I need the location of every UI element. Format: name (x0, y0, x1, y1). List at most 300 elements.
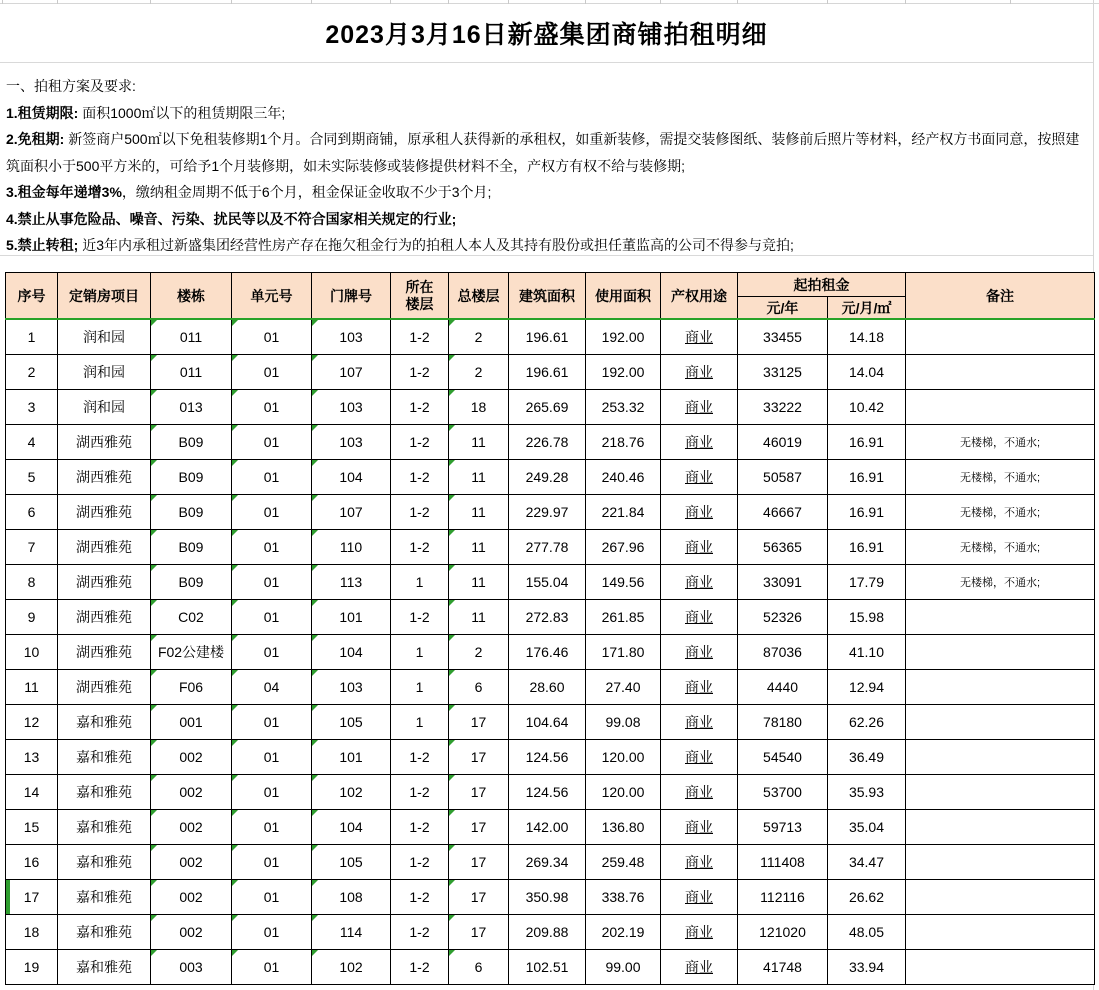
cell-use-area[interactable] (586, 634, 661, 669)
cell-build-area[interactable] (509, 389, 586, 424)
cell-use-area[interactable] (586, 809, 661, 844)
cell-usage[interactable] (661, 494, 738, 529)
cell-unit[interactable] (232, 319, 312, 354)
cell-rent-month-sqm[interactable] (828, 389, 906, 424)
header-door[interactable]: 门牌号 (312, 273, 391, 320)
cell-unit[interactable] (232, 424, 312, 459)
cell-text: 16.91 (848, 468, 885, 485)
cell-build-area[interactable] (509, 354, 586, 389)
cell-no[interactable] (6, 704, 58, 739)
cell-remark[interactable] (906, 774, 1095, 809)
cell-text: 1-2 (409, 958, 430, 975)
cell-floor[interactable] (391, 809, 449, 844)
cell-total-floors[interactable] (449, 319, 509, 354)
cell-floor[interactable] (391, 599, 449, 634)
cell-total-floors[interactable] (449, 389, 509, 424)
cell-no[interactable] (6, 879, 58, 914)
cell-remark[interactable] (906, 424, 1095, 459)
cell-rent-month-sqm[interactable] (828, 704, 906, 739)
cell-usage[interactable] (661, 669, 738, 704)
cell-use-area[interactable] (586, 669, 661, 704)
cell-building[interactable] (151, 669, 232, 704)
cell-use-area[interactable] (586, 354, 661, 389)
cell-no[interactable] (6, 739, 58, 774)
cell-text: 103 (339, 398, 363, 415)
cell-project[interactable] (58, 879, 151, 914)
error-indicator-icon (449, 740, 455, 746)
cell-project[interactable] (58, 949, 151, 984)
cell-building[interactable] (151, 844, 232, 879)
cell-project[interactable] (58, 914, 151, 949)
error-indicator-icon (151, 460, 157, 466)
cell-rent-month-sqm[interactable] (828, 564, 906, 599)
cell-text: 17 (470, 853, 487, 870)
error-indicator-icon (151, 670, 157, 676)
header-remark[interactable]: 备注 (906, 273, 1095, 320)
cell-door[interactable] (312, 949, 391, 984)
cell-floor[interactable] (391, 879, 449, 914)
cell-door[interactable] (312, 879, 391, 914)
cell-usage[interactable] (661, 424, 738, 459)
cell-floor[interactable] (391, 389, 449, 424)
cell-unit[interactable] (232, 459, 312, 494)
cell-use-area[interactable] (586, 774, 661, 809)
cell-usage[interactable] (661, 634, 738, 669)
cell-building[interactable] (151, 529, 232, 564)
cell-text: 嘉和雅苑 (76, 853, 132, 870)
cell-total-floors[interactable] (449, 844, 509, 879)
cell-floor[interactable] (391, 634, 449, 669)
cell-floor[interactable] (391, 669, 449, 704)
cell-door[interactable] (312, 739, 391, 774)
cell-usage[interactable] (661, 704, 738, 739)
cell-no[interactable] (6, 389, 58, 424)
cell-total-floors[interactable] (449, 494, 509, 529)
cell-building[interactable] (151, 949, 232, 984)
sheet-title: 2023月3月16日新盛集团商铺拍租明细 (0, 4, 1093, 63)
cell-door[interactable] (312, 634, 391, 669)
cell-total-floors[interactable] (449, 599, 509, 634)
cell-use-area[interactable] (586, 949, 661, 984)
cell-text: 17 (470, 748, 487, 765)
cell-rent-year[interactable] (738, 879, 828, 914)
cell-usage[interactable] (661, 354, 738, 389)
header-build-area[interactable]: 建筑面积 (509, 273, 586, 320)
cell-build-area[interactable] (509, 949, 586, 984)
cell-rent-year[interactable] (738, 529, 828, 564)
cell-building[interactable] (151, 389, 232, 424)
cell-text: 01 (263, 713, 280, 730)
cell-unit[interactable] (232, 914, 312, 949)
error-indicator-icon (151, 600, 157, 606)
cell-usage[interactable] (661, 319, 738, 354)
cell-use-area[interactable] (586, 459, 661, 494)
cell-no[interactable] (6, 914, 58, 949)
cell-unit[interactable] (232, 599, 312, 634)
cell-remark[interactable] (906, 459, 1095, 494)
cell-total-floors[interactable] (449, 704, 509, 739)
cell-text: 01 (263, 643, 280, 660)
cell-building[interactable] (151, 809, 232, 844)
cell-total-floors[interactable] (449, 774, 509, 809)
cell-no[interactable] (6, 564, 58, 599)
cell-rent-month-sqm[interactable] (828, 879, 906, 914)
cell-total-floors[interactable] (449, 424, 509, 459)
cell-remark[interactable] (906, 564, 1095, 599)
cell-text: 002 (179, 748, 203, 765)
cell-remark[interactable] (906, 529, 1095, 564)
cell-building[interactable] (151, 914, 232, 949)
cell-project[interactable] (58, 704, 151, 739)
cell-build-area[interactable] (509, 424, 586, 459)
cell-build-area[interactable] (509, 739, 586, 774)
cell-use-area[interactable] (586, 494, 661, 529)
cell-project[interactable] (58, 634, 151, 669)
cell-door[interactable] (312, 459, 391, 494)
cell-floor[interactable] (391, 319, 449, 354)
cell-rent-year[interactable] (738, 354, 828, 389)
cell-no[interactable] (6, 844, 58, 879)
cell-total-floors[interactable] (449, 354, 509, 389)
cell-text: 嘉和雅苑 (76, 783, 132, 800)
cell-text: 2 (474, 643, 483, 660)
cell-use-area[interactable] (586, 319, 661, 354)
cell-remark[interactable] (906, 669, 1095, 704)
error-indicator-icon (449, 810, 455, 816)
cell-text: 229.97 (525, 503, 569, 520)
cell-door[interactable] (312, 844, 391, 879)
cell-use-area[interactable] (586, 424, 661, 459)
cell-text: 商业 (685, 328, 713, 345)
cell-build-area[interactable] (509, 599, 586, 634)
cell-text: F06 (178, 678, 204, 695)
cell-rent-month-sqm[interactable] (828, 599, 906, 634)
cell-building[interactable] (151, 319, 232, 354)
cell-floor[interactable] (391, 354, 449, 389)
cell-unit[interactable] (232, 564, 312, 599)
cell-remark[interactable] (906, 949, 1095, 984)
cell-build-area[interactable] (509, 634, 586, 669)
cell-floor[interactable] (391, 494, 449, 529)
cell-door[interactable] (312, 774, 391, 809)
cell-build-area[interactable] (509, 529, 586, 564)
cell-text: 01 (263, 398, 280, 415)
header-use-area[interactable]: 使用面积 (586, 273, 661, 320)
cell-use-area[interactable] (586, 739, 661, 774)
cell-remark[interactable] (906, 704, 1095, 739)
cell-project[interactable] (58, 529, 151, 564)
cell-build-area[interactable] (509, 844, 586, 879)
header-usage[interactable]: 产权用途 (661, 273, 738, 320)
cell-no[interactable] (6, 459, 58, 494)
cell-unit[interactable] (232, 949, 312, 984)
error-indicator-icon (312, 845, 318, 851)
header-total-floors[interactable]: 总楼层 (449, 273, 509, 320)
cell-building[interactable] (151, 354, 232, 389)
cell-text: 27.40 (605, 678, 641, 695)
cell-rent-month-sqm[interactable] (828, 494, 906, 529)
cell-no[interactable] (6, 599, 58, 634)
cell-total-floors[interactable] (449, 914, 509, 949)
cell-use-area[interactable] (586, 704, 661, 739)
cell-floor[interactable] (391, 914, 449, 949)
error-indicator-icon (449, 775, 455, 781)
cell-unit[interactable] (232, 739, 312, 774)
error-indicator-icon (151, 565, 157, 571)
cell-floor[interactable] (391, 739, 449, 774)
cell-door[interactable] (312, 599, 391, 634)
cell-usage[interactable] (661, 844, 738, 879)
cell-project[interactable] (58, 354, 151, 389)
cell-rent-year[interactable] (738, 704, 828, 739)
cell-remark[interactable] (906, 844, 1095, 879)
cell-building[interactable] (151, 879, 232, 914)
error-indicator-icon (449, 355, 455, 361)
cell-rent-year[interactable] (738, 389, 828, 424)
cell-unit[interactable] (232, 809, 312, 844)
cell-building[interactable] (151, 704, 232, 739)
cell-door[interactable] (312, 354, 391, 389)
header-floor[interactable] (391, 273, 449, 320)
cell-total-floors[interactable] (449, 949, 509, 984)
cell-project[interactable] (58, 599, 151, 634)
cell-door[interactable] (312, 529, 391, 564)
cell-rent-year[interactable] (738, 424, 828, 459)
cell-building[interactable] (151, 424, 232, 459)
header-rent-year[interactable]: 元/年 (738, 297, 828, 320)
cell-rent-year[interactable] (738, 809, 828, 844)
cell-building[interactable] (151, 459, 232, 494)
cell-no[interactable] (6, 319, 58, 354)
cell-project[interactable] (58, 459, 151, 494)
cell-total-floors[interactable] (449, 564, 509, 599)
cell-no[interactable] (6, 424, 58, 459)
cell-usage[interactable] (661, 879, 738, 914)
cell-building[interactable] (151, 774, 232, 809)
cell-rent-year[interactable] (738, 739, 828, 774)
cell-build-area[interactable] (509, 704, 586, 739)
cell-no[interactable] (6, 634, 58, 669)
cell-build-area[interactable] (509, 914, 586, 949)
cell-text: 16.91 (848, 503, 885, 520)
cell-rent-year[interactable] (738, 774, 828, 809)
error-indicator-icon (151, 320, 157, 326)
cell-door[interactable] (312, 389, 391, 424)
cell-unit[interactable] (232, 529, 312, 564)
cell-rent-year[interactable] (738, 949, 828, 984)
cell-usage[interactable] (661, 564, 738, 599)
cell-remark[interactable] (906, 599, 1095, 634)
cell-usage[interactable] (661, 389, 738, 424)
cell-floor[interactable] (391, 424, 449, 459)
cell-total-floors[interactable] (449, 879, 509, 914)
cell-rent-month-sqm[interactable] (828, 319, 906, 354)
cell-remark[interactable] (906, 634, 1095, 669)
cell-no[interactable] (6, 809, 58, 844)
cell-remark[interactable] (906, 914, 1095, 949)
cell-building[interactable] (151, 564, 232, 599)
cell-floor[interactable] (391, 529, 449, 564)
cell-rent-year[interactable] (738, 599, 828, 634)
cell-build-area[interactable] (509, 774, 586, 809)
cell-usage[interactable] (661, 914, 738, 949)
cell-text: 003 (179, 958, 203, 975)
cell-use-area[interactable] (586, 879, 661, 914)
cell-rent-month-sqm[interactable] (828, 949, 906, 984)
cell-use-area[interactable] (586, 844, 661, 879)
cell-total-floors[interactable] (449, 669, 509, 704)
cell-project[interactable] (58, 389, 151, 424)
cell-no[interactable] (6, 774, 58, 809)
cell-text: 259.48 (601, 853, 645, 870)
cell-usage[interactable] (661, 459, 738, 494)
cell-floor[interactable] (391, 564, 449, 599)
header-rent-month-sqm[interactable]: 元/月/㎡ (828, 297, 906, 320)
cell-remark[interactable] (906, 494, 1095, 529)
cell-use-area[interactable] (586, 564, 661, 599)
cell-unit[interactable] (232, 879, 312, 914)
cell-use-area[interactable] (586, 529, 661, 564)
cell-rent-year[interactable] (738, 494, 828, 529)
cell-remark[interactable] (906, 319, 1095, 354)
cell-usage[interactable] (661, 809, 738, 844)
cell-use-area[interactable] (586, 599, 661, 634)
cell-total-floors[interactable] (449, 739, 509, 774)
cell-rent-year[interactable] (738, 564, 828, 599)
cell-rent-year[interactable] (738, 634, 828, 669)
cell-rent-month-sqm[interactable] (828, 424, 906, 459)
cell-build-area[interactable] (509, 564, 586, 599)
cell-door[interactable] (312, 809, 391, 844)
header-unit[interactable]: 单元号 (232, 273, 312, 320)
cell-project[interactable] (58, 844, 151, 879)
cell-build-area[interactable] (509, 669, 586, 704)
cell-remark[interactable] (906, 389, 1095, 424)
cell-rent-year[interactable] (738, 669, 828, 704)
cell-use-area[interactable] (586, 389, 661, 424)
cell-building[interactable] (151, 494, 232, 529)
cell-rent-month-sqm[interactable] (828, 809, 906, 844)
cell-no[interactable] (6, 529, 58, 564)
cell-unit[interactable] (232, 704, 312, 739)
cell-no[interactable] (6, 494, 58, 529)
cell-rent-month-sqm[interactable] (828, 634, 906, 669)
cell-building[interactable] (151, 599, 232, 634)
cell-remark[interactable] (906, 809, 1095, 844)
cell-usage[interactable] (661, 774, 738, 809)
cell-rent-year[interactable] (738, 459, 828, 494)
cell-unit[interactable] (232, 774, 312, 809)
cell-remark[interactable] (906, 354, 1095, 389)
cell-door[interactable] (312, 424, 391, 459)
cell-build-area[interactable] (509, 879, 586, 914)
cell-rent-month-sqm[interactable] (828, 844, 906, 879)
cell-project[interactable] (58, 424, 151, 459)
cell-door[interactable] (312, 494, 391, 529)
cell-project[interactable] (58, 739, 151, 774)
cell-total-floors[interactable] (449, 809, 509, 844)
cell-rent-month-sqm[interactable] (828, 669, 906, 704)
cell-text: 嘉和雅苑 (76, 748, 132, 765)
cell-project[interactable] (58, 669, 151, 704)
header-rent-group[interactable]: 起拍租金 (738, 273, 906, 297)
cell-no[interactable] (6, 949, 58, 984)
cell-rent-month-sqm[interactable] (828, 774, 906, 809)
error-indicator-icon (312, 600, 318, 606)
error-indicator-icon (151, 425, 157, 431)
cell-rent-month-sqm[interactable] (828, 354, 906, 389)
cell-floor[interactable] (391, 704, 449, 739)
cell-no[interactable] (6, 669, 58, 704)
cell-text: 01 (263, 923, 280, 940)
cell-unit[interactable] (232, 494, 312, 529)
cell-remark[interactable] (906, 739, 1095, 774)
cell-unit[interactable] (232, 354, 312, 389)
cell-floor[interactable] (391, 774, 449, 809)
cell-door[interactable] (312, 669, 391, 704)
cell-build-area[interactable] (509, 494, 586, 529)
cell-floor[interactable] (391, 459, 449, 494)
cell-total-floors[interactable] (449, 634, 509, 669)
header-project[interactable]: 定销房项目 (58, 273, 151, 320)
cell-door[interactable] (312, 704, 391, 739)
cell-build-area[interactable] (509, 319, 586, 354)
cell-rent-year[interactable] (738, 844, 828, 879)
cell-rent-month-sqm[interactable] (828, 739, 906, 774)
cell-usage[interactable] (661, 599, 738, 634)
header-building[interactable]: 楼栋 (151, 273, 232, 320)
cell-rent-year[interactable] (738, 319, 828, 354)
cell-rent-month-sqm[interactable] (828, 529, 906, 564)
cell-rent-month-sqm[interactable] (828, 914, 906, 949)
cell-building[interactable] (151, 739, 232, 774)
cell-door[interactable] (312, 914, 391, 949)
cell-build-area[interactable] (509, 459, 586, 494)
cell-unit[interactable] (232, 389, 312, 424)
cell-project[interactable] (58, 564, 151, 599)
cell-use-area[interactable] (586, 914, 661, 949)
header-no[interactable]: 序号 (6, 273, 58, 320)
cell-total-floors[interactable] (449, 529, 509, 564)
cell-floor[interactable] (391, 949, 449, 984)
cell-floor[interactable] (391, 844, 449, 879)
cell-text: 1 (415, 573, 424, 590)
cell-text: 商业 (685, 818, 713, 835)
cell-door[interactable] (312, 319, 391, 354)
cell-unit[interactable] (232, 669, 312, 704)
cell-project[interactable] (58, 809, 151, 844)
cell-remark[interactable] (906, 879, 1095, 914)
cell-building[interactable] (151, 634, 232, 669)
cell-rent-month-sqm[interactable] (828, 459, 906, 494)
cell-usage[interactable] (661, 949, 738, 984)
cell-no[interactable] (6, 354, 58, 389)
cell-unit[interactable] (232, 844, 312, 879)
cell-project[interactable] (58, 319, 151, 354)
cell-usage[interactable] (661, 529, 738, 564)
cell-total-floors[interactable] (449, 459, 509, 494)
cell-unit[interactable] (232, 634, 312, 669)
cell-project[interactable] (58, 494, 151, 529)
cell-build-area[interactable] (509, 809, 586, 844)
cell-text: 1-2 (409, 888, 430, 905)
cell-usage[interactable] (661, 739, 738, 774)
cell-text: 4440 (766, 678, 799, 695)
cell-project[interactable] (58, 774, 151, 809)
error-indicator-icon (232, 355, 238, 361)
cell-rent-year[interactable] (738, 914, 828, 949)
cell-door[interactable] (312, 564, 391, 599)
